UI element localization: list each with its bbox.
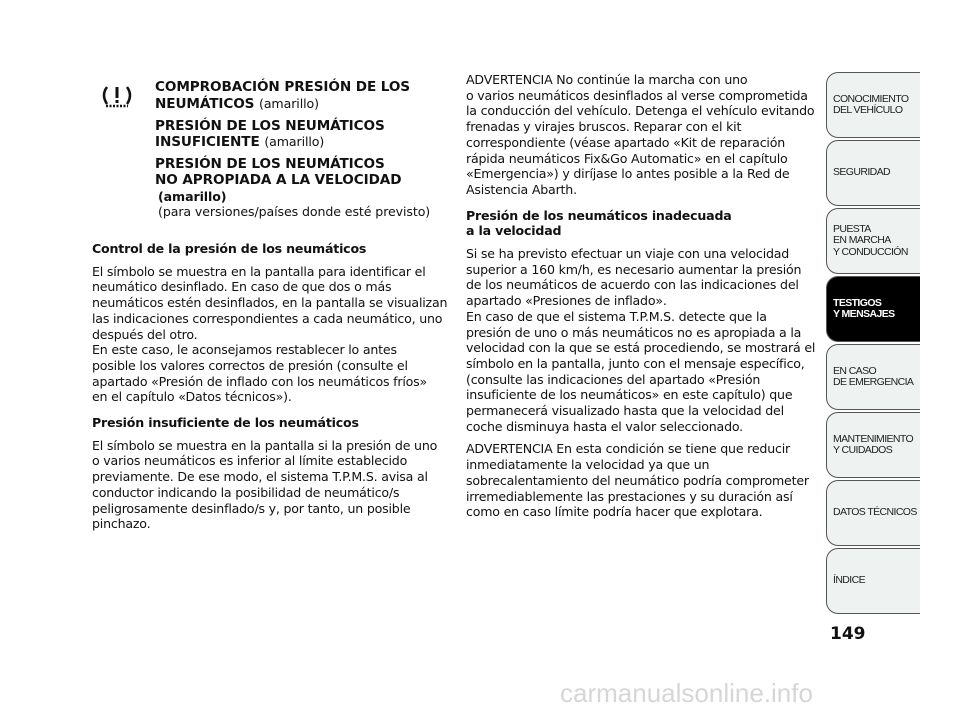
tab-label: [833, 575, 865, 587]
text-line: a la velocidad: [466, 223, 562, 239]
title-line: PRESIÓN DE LOS NEUMÁTICOS: [155, 117, 385, 134]
tab-label-line: ÍNDICE: [833, 574, 865, 587]
text-line: frenadas y virajes bruscos. Reparar con el kit: [466, 119, 742, 135]
title-line: NEUMÁTICOS: [155, 95, 255, 112]
tab-label: [833, 434, 913, 457]
text-line: neumático desinflado. En caso de que dos o más: [92, 279, 392, 295]
warning-heading: [155, 80, 430, 220]
chapter-tab[interactable]: [826, 208, 920, 274]
text-line: (consulte las indicaciones del apartado «Presión: [466, 371, 761, 387]
tab-label-line: DATOS TÉCNICOS: [833, 506, 917, 519]
text-line: correspondiente (véase apartado «Kit de reparación: [466, 134, 786, 150]
watermark: carmanualsonline.info: [560, 678, 813, 708]
text-line: o varios neumáticos es inferior al límite establecido: [92, 453, 408, 469]
text-line: las indicaciones correspondientes a cada neumático, uno: [92, 310, 443, 326]
text-line: El símbolo se muestra en la pantalla para identificar el: [92, 263, 426, 279]
tab-label-line: TESTIGOS: [833, 296, 882, 309]
text-line: apartado «Presión de inflado con los neumáticos fríos»: [92, 373, 428, 389]
text-line: «Emergencia») y diríjase lo antes posible a la Red de: [466, 166, 790, 182]
paragraph: [466, 72, 816, 198]
text-line: como en caso límite podría hacer que explotara.: [466, 504, 763, 520]
text-line: conductor indicando la posibilidad de neumático/s: [92, 484, 400, 500]
color-label: (amarillo): [158, 188, 227, 204]
text-line: permanecerá visualizado hasta que la velocidad del: [466, 403, 784, 419]
section-heading: [92, 415, 442, 431]
tab-label-line: Y CONDUCCIÓN: [833, 245, 908, 258]
text-line: inmediatamente la velocidad ya que un: [466, 457, 710, 473]
text-line: irremediablemente las prestaciones y su duración así: [466, 488, 793, 504]
text-line: Asistencia Abarth.: [466, 181, 577, 197]
text-line: coche disminuya hasta el valor seleccionado.: [466, 418, 743, 434]
text-line: En caso de que el sistema T.P.M.S. detecte que la: [466, 308, 767, 324]
color-label: (amarillo): [264, 134, 325, 150]
text-line: En este caso, le aconsejamos restablecer lo antes: [92, 342, 397, 358]
tab-label-line: DEL VEHÍCULO: [833, 104, 903, 116]
tire-pressure-warning-icon: [100, 84, 134, 112]
tab-label: [833, 507, 917, 519]
tab-label-line: Y CUIDADOS: [833, 444, 893, 456]
tab-label-line: SEGURIDAD: [833, 166, 891, 179]
tab-label: [833, 298, 895, 321]
chapter-tab[interactable]: [826, 344, 920, 410]
chapter-tab[interactable]: [826, 140, 920, 206]
tab-label-line: EN CASO: [833, 364, 877, 377]
chapter-tab[interactable]: [826, 412, 920, 478]
paragraph: [466, 441, 816, 520]
title-line: COMPROBACIÓN PRESIÓN DE LOS: [155, 79, 410, 95]
text-line: sobrecalentamiento del neumático podría comprometer: [466, 472, 809, 488]
tab-label-line: EN MARCHA: [833, 234, 891, 247]
tab-label-line: PUESTA: [833, 222, 871, 235]
title-line: PRESIÓN DE LOS NEUMÁTICOS: [155, 156, 385, 173]
text-line: ADVERTENCIA En esta condición se tiene que reducir: [466, 441, 791, 457]
tab-label: [833, 366, 913, 389]
text-line: previamente. De ese modo, el sistema T.P.M.S. avisa al: [92, 469, 428, 485]
chapter-tab[interactable]: [826, 72, 920, 138]
paragraph: [92, 438, 442, 532]
text-line: Control de la presión de los neumáticos: [92, 241, 367, 256]
text-line: símbolo en la pantalla, junto con el mensaje específico,: [466, 355, 805, 371]
text-line: o varios neumáticos desinflados al verse comprometida: [466, 87, 808, 103]
tab-label-line: Y MENSAJES: [833, 308, 895, 320]
paragraph: [466, 246, 816, 434]
text-line: Presión insuficiente de los neumáticos: [92, 415, 359, 431]
tab-label: [833, 224, 908, 259]
text-line: peligrosamente desinflado/s y, por tanto, un posible: [92, 500, 411, 516]
text-line: en el capítulo «Datos técnicos»).: [92, 389, 292, 405]
right-column: [466, 72, 816, 527]
tab-label-line: DE EMERGENCIA: [833, 376, 914, 388]
text-line: rápida neumáticos Fix&Go Automatic» en el capítulo: [466, 150, 788, 166]
text-line: presión de uno o más neumáticos no es apropiada a la: [466, 324, 802, 340]
text-line: después del otro.: [92, 326, 198, 342]
text-line: Presión de los neumáticos inadecuada: [466, 207, 732, 223]
paragraph: [92, 263, 448, 405]
left-column: [92, 241, 448, 539]
text-line: superior a 160 km/h, es necesario aumentar la presión: [466, 261, 802, 277]
chapter-tab[interactable]: [826, 548, 920, 614]
text-line: ADVERTENCIA No continúe la marcha con uno: [466, 72, 748, 87]
text-line: neumáticos estén desinflados, en la pantalla se visualizan: [92, 295, 448, 311]
page-number: 149: [830, 624, 866, 644]
tab-label: [833, 167, 890, 179]
tab-label-line: CONOCIMIENTO: [833, 92, 909, 105]
availability-note: (para versiones/países donde esté previsto): [158, 204, 431, 220]
title-line: INSUFICIENTE: [155, 134, 260, 151]
tab-label: [833, 94, 908, 117]
text-line: la conducción del vehículo. Detenga el vehículo evitando: [466, 103, 815, 119]
section-heading: [466, 208, 816, 239]
text-line: El símbolo se muestra en la pantalla si la presión de uno: [92, 437, 438, 453]
title-line: NO APROPIADA A LA VELOCIDAD: [155, 171, 402, 188]
text-line: posible los valores correctos de presión (consulte el: [92, 357, 408, 373]
text-line: apartado «Presiones de inflado».: [466, 293, 667, 309]
text-line: velocidad con la que se está procediendo, se mostrará el: [466, 340, 816, 356]
tab-label-line: MANTENIMIENTO: [833, 432, 914, 445]
section-heading: [92, 241, 442, 257]
text-line: Si se ha previsto efectuar un viaje con una velocidad: [466, 246, 790, 262]
text-line: insuficiente de los neumáticos» en este capítulo) que: [466, 387, 793, 403]
chapter-tab[interactable]: [826, 480, 920, 546]
text-line: pinchazo.: [92, 516, 151, 532]
text-line: de los neumáticos de acuerdo con las indicaciones del: [466, 277, 799, 293]
chapter-tab[interactable]: [826, 276, 920, 342]
color-label: (amarillo): [259, 95, 319, 111]
